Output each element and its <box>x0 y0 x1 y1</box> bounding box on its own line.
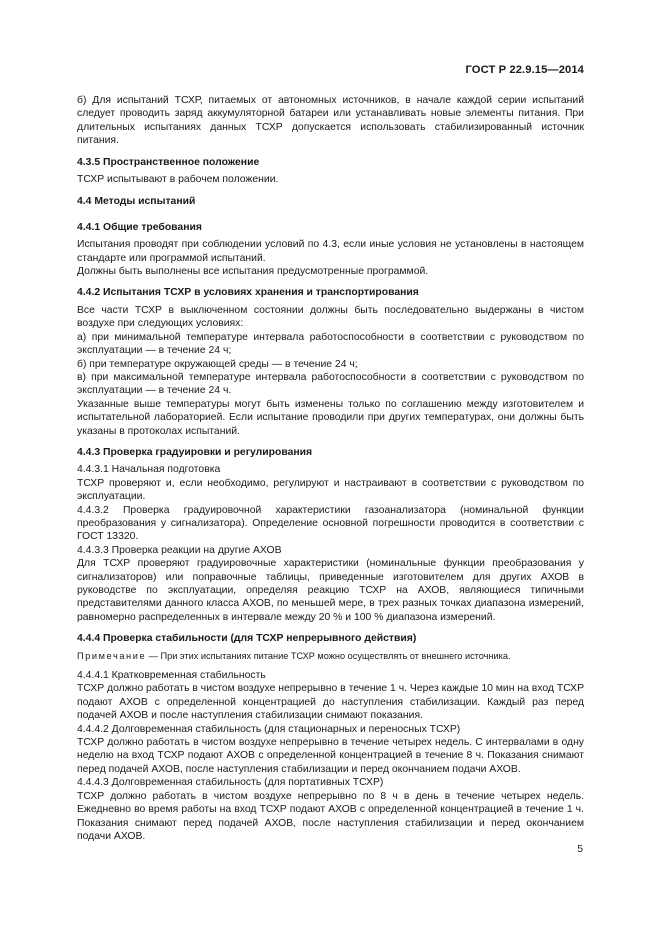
paragraph: Должны быть выполнены все испытания предусмотренные программой. <box>77 266 429 278</box>
section-heading-4-4-2: 4.4.2 Испытания ТСХР в условиях хранения и транспортирования <box>77 287 419 299</box>
note <box>77 650 584 663</box>
subsection-title-4-4-3-3: 4.4.3.3 Проверка реакции на другие АХОВ <box>77 544 282 556</box>
section-heading-4-3-5: 4.3.5 Пространственное положение <box>77 156 260 168</box>
paragraph: Для ТСХР проверяют градуировочные характеристики (номинальные функции преобразования у сигнализаторов) или поправочные таблицы, приведенные изготовителем для других АХОВ в руководстве по эксплуатации, определяя реакцию ТСХР на АХОВ, являющиеся типичными представителями данного класса АХОВ, по меньшей мере, в трех разных точках диапазона измерений, равномерно распределенных в интервале между 20 % и 100 % диапазона измерений. <box>77 558 584 623</box>
section-heading-4-4: 4.4 Методы испытаний <box>77 196 196 208</box>
list-item-a: а) при минимальной температуре интервала работоспособности в соответствии с руководством по эксплуатации — в течение 24 ч; <box>77 331 584 357</box>
paragraph: б) Для испытаний ТСХР, питаемых от автономных источников, в начале каждой серии испытаний следует проводить заряд аккумуляторной батареи или устанавливать новые элементы питания. При длительных испытаниях данных ТСХР допускается использовать стабилизированный источник питания. <box>77 95 584 147</box>
subsection-title-4-4-4-3: 4.4.4.3 Долговременная стабильность (для портативных ТСХР) <box>77 777 384 789</box>
note-text: — При этих испытаниях питание ТСХР можно осуществлять от внешнего источника. <box>146 650 511 661</box>
paragraph: ТСХР должно работать в чистом воздухе непрерывно в течение четырех недель. С интервалами в одну неделю на вход ТСХР подают АХОВ с определенной концентрацией в течение 8 ч. Показания снимают перед подачей АХОВ, после наступления стабилизации и перед окончанием подачи АХОВ. <box>77 737 584 775</box>
section-heading-4-4-1: 4.4.1 Общие требования <box>77 221 202 233</box>
paragraph: Испытания проводят при соблюдении условий по 4.3, если иные условия не установлены в настоящем стандарте или программой испытаний. <box>77 239 584 264</box>
note-label: Примечание <box>77 650 147 661</box>
list-item-b: б) при температуре окружающей среды — в течение 24 ч; <box>77 358 358 370</box>
paragraph: ТСХР должно работать в чистом воздухе непрерывно по 8 ч в день в течение четырех недель. Ежедневно во время работы на вход ТСХР подают АХОВ с определенной концентрацией в течение 1 ч. Показания снимают перед подачей АХОВ, после наступления стабилизации и перед окончанием подачи АХОВ. <box>77 790 584 842</box>
list-item-c: в) при максимальной температуре интервала работоспособности в соответствии с руководством по эксплуатации — в течение 24 ч. <box>77 371 584 397</box>
paragraph: ТСХР проверяют и, если необходимо, регулируют и настраивают в соответствии с руководством по эксплуатации. <box>77 477 584 503</box>
subsection-title-4-4-4-2: 4.4.4.2 Долговременная стабильность (для стационарных и переносных ТСХР) <box>77 723 461 735</box>
paragraph: Указанные выше температуры могут быть изменены только по соглашению между изготовителем и испытательной лабораторией. Если испытание проводили при других температурах, они должны быть указаны в протоколах испытаний. <box>77 398 584 437</box>
section-heading-4-4-3: 4.4.3 Проверка градуировки и регулирования <box>77 446 313 458</box>
section-heading-4-4-4: 4.4.4 Проверка стабильности (для ТСХР непрерывного действия) <box>77 633 417 645</box>
paragraph: Все части ТСХР в выключенном состоянии должны быть последовательно выдержаны в чистом воздухе при следующих условиях: <box>77 304 584 330</box>
subsection-title-4-4-3-1: 4.4.3.1 Начальная подготовка <box>77 464 221 476</box>
paragraph-4-4-3-2: 4.4.3.2 Проверка градуировочной характеристики газоанализатора (номинальной функции преобразования у сигнализатора). Определение основной погрешности проводится в соответствии с ГОСТ 13320. <box>77 504 584 543</box>
subsection-title-4-4-4-1: 4.4.4.1 Кратковременная стабильность <box>77 670 266 682</box>
standard-code-header: ГОСТ Р 22.9.15—2014 <box>465 64 584 76</box>
document-body <box>77 94 584 843</box>
page-number: 5 <box>577 844 583 855</box>
paragraph: ТСХР должно работать в чистом воздухе непрерывно в течение 1 ч. Через каждые 10 мин на вход ТСХР подают АХОВ с определенной концентрацией до наступления стабилизации. Каждый раз перед подачей АХОВ и после наступления стабилизации снимают показания. <box>77 683 584 722</box>
paragraph: ТСХР испытывают в рабочем положении. <box>77 174 279 186</box>
